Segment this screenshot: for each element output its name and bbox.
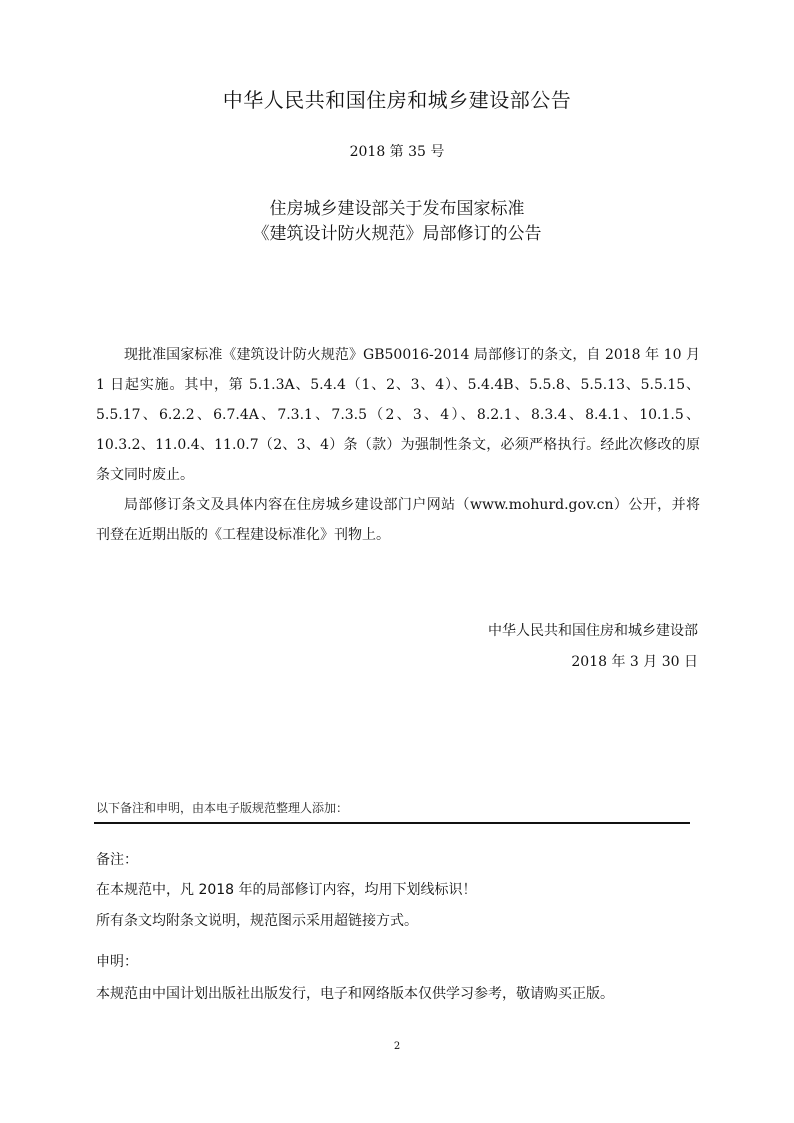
remark-heading: 备注： xyxy=(96,852,138,868)
body-paragraph-2: 局部修订条文及具体内容在住房城乡建设部门户网站（www.mohurd.gov.cn）公开，并将刊登在近期出版的《工程建设标准化》刊物上。 xyxy=(96,497,700,543)
subtitle-line-1: 住房城乡建设部关于发布国家标准 xyxy=(269,199,525,219)
document-number: 2018 第 35 号 xyxy=(349,144,445,160)
statement-line-1: 本规范由中国计划出版社出版发行，电子和网络版本仅供学习参考，敬请购买正版。 xyxy=(96,986,614,1002)
issue-date: 2018 年 3 月 30 日 xyxy=(571,654,698,670)
page-number: 2 xyxy=(393,1041,401,1052)
remark-line-2: 所有条文均附条文说明，规范图示采用超链接方式。 xyxy=(96,913,418,929)
divider-line xyxy=(94,822,690,824)
notes-intro: 以下备注和申明，由本电子版规范整理人添加： xyxy=(96,801,349,815)
subtitle-line-2: 《建筑设计防火规范》局部修订的公告 xyxy=(252,224,542,244)
issuing-organization: 中华人民共和国住房和城乡建设部 xyxy=(488,623,698,639)
statement-heading: 申明： xyxy=(96,954,138,970)
body-paragraph-1: 现批准国家标准《建筑设计防火规范》GB50016-2014 局部修订的条文，自 2018 年 10 月 1 日起实施。其中，第 5.1.3A、5.4.4（1、2、3、4）、5.4.4B、5.5.8、5.5.13、5.5.15、5.5.17、6.2.2、6.7.4A、7.3.1、7.3.5（2、3、4）、8.2.1、8.3.4、8.4.1、10.1.5、10.3.2、11.0.4、11.0.7（2、3、4）条（款）为强制性条文，必须严格执行。经此次修改的原条文同时废止。 xyxy=(96,347,700,483)
remark-line-1: 在本规范中，凡 2018 年的局部修订内容，均用下划线标识！ xyxy=(96,882,477,898)
announcement-title: 中华人民共和国住房和城乡建设部公告 xyxy=(222,88,572,112)
